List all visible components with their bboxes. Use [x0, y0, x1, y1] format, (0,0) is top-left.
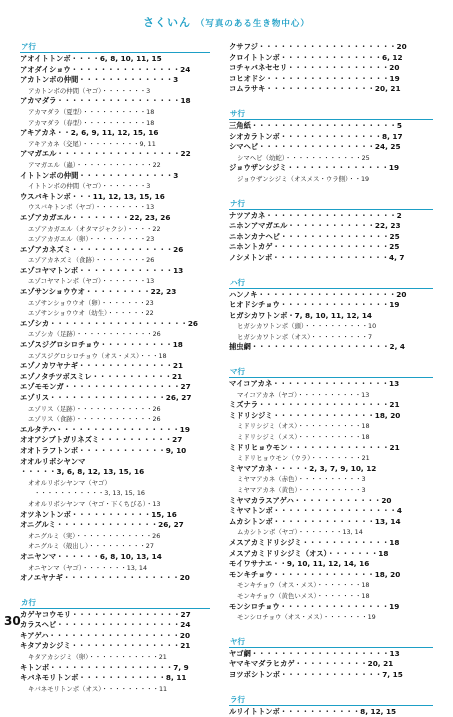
index-entry: ジョウザンシジミ（オスメス・ウラ側）・・19: [229, 174, 433, 185]
index-entry: ヒガシカワトンボ（オス）・・・・・・・・・7: [229, 332, 433, 343]
index-entry: エゾシカ（足跡）・・・・・・・・・・・・26: [20, 329, 210, 340]
index-entry: コヒオドシ・・・・・・・・・・・・・・・・・19: [229, 74, 433, 85]
index-entry: ニホントカゲ・・・・・・・・・・・・・・・・25: [229, 242, 433, 253]
index-entry: ニホンアマガエル・・・・・・・・・・・・22, 23: [229, 221, 433, 232]
index-entry: ヒガシカワトンボ（頭）・・・・・・・・・・10: [229, 321, 433, 332]
index-entry: クサフジ・・・・・・・・・・・・・・・・・・・20: [229, 42, 433, 53]
index-section: [229, 695, 433, 717]
page-number: 30: [4, 614, 21, 628]
index-section: [229, 42, 433, 95]
index-entry: ルリイトトンボ・・・・・・・・・・・8, 12, 15: [229, 707, 433, 717]
index-entry: エルタテハ・・・・・・・・・・・・・・・・・19: [20, 425, 210, 436]
index-entry: イトトンボの仲間（ヤゴ）・・・・・・・3: [20, 181, 210, 192]
index-entry: モンシロチョウ・・・・・・・・・・・・・・・19: [229, 602, 433, 613]
index-entry: ナツアカネ・・・・・・・・・・・・・・・・・・2: [229, 211, 433, 222]
index-entry: エゾリス（足跡）・・・・・・・・・・・・26: [20, 404, 210, 415]
index-entry: キトンボ・・・・・・・・・・・・・・・・・7, 9: [20, 663, 210, 674]
index-entry: アカマダラ（夏型）・・・・・・・・・・18: [20, 107, 210, 118]
section-heading: マ行: [229, 367, 433, 378]
index-column-right: [229, 42, 433, 717]
index-entry: マイコアカネ（ヤゴ）・・・・・・・・・・13: [229, 390, 433, 401]
title-main: さくいん: [143, 16, 191, 29]
index-entry: オオルリボシヤンマ（ヤゴ・下くちびる）・13: [20, 499, 210, 510]
index-entry: ミドリシジミ（メス）・・・・・・・・・・18: [229, 432, 433, 443]
index-entry: メスアカミドリシジミ（オス）・・・・・・・18: [229, 549, 433, 560]
index-entry: ニホンカナヘビ・・・・・・・・・・・・・・・25: [229, 232, 433, 243]
index-section: [229, 199, 433, 264]
index-entry: シオカラトンボ・・・・・・・・・・・・・・8, 17: [229, 132, 433, 143]
index-entry: シマヘビ・・・・・・・・・・・・・・・・24, 25: [229, 142, 433, 153]
index-entry: コムラサキ・・・・・・・・・・・・・・・20, 21: [229, 84, 433, 95]
index-entry: ミドリヒョウモン（ウラ）・・・・・・・・21: [229, 453, 433, 464]
index-entry: 捕虫網・・・・・・・・・・・・・・・・・・・2, 4: [229, 342, 433, 353]
index-entry: アカトンボの仲間・・・・・・・・・・・・・3: [20, 75, 210, 86]
index-entry: エゾアカガエル（オタマジャクシ）・・・・22: [20, 224, 210, 235]
index-entry: エゾコヤマトンボ・・・・・・・・・・・・・13: [20, 266, 210, 277]
index-entry: エゾアカネズミ（食跡）・・・・・・・・26: [20, 255, 210, 266]
index-entry: オツネントンボ・・・・・・・・・・・15, 16: [20, 510, 210, 521]
index-entry: ムカシトンボ（ヤゴ）・・・・・・・13, 14: [229, 527, 433, 538]
index-entry: エゾコヤマトンボ（ヤゴ）・・・・・・・13: [20, 276, 210, 287]
index-entry: アオイトトンボ・・・・6, 8, 10, 11, 15: [20, 54, 210, 65]
index-entry: アオダイショウ・・・・・・・・・・・・・・・24: [20, 65, 210, 76]
index-entry: オオルリボシヤンマ（ヤゴ）: [20, 478, 210, 489]
index-entry: ウスバキトンボ・・・11, 12, 13, 15, 16: [20, 192, 210, 203]
index-entry: エゾアカネズミ・・・・・・・・・・・・・・26: [20, 245, 210, 256]
index-entry: ハンノキ・・・・・・・・・・・・・・・・・・・20: [229, 290, 433, 301]
index-entry: オオトラフトンボ・・・・・・・・・・・・9, 10: [20, 446, 210, 457]
index-entry: オニグルミ（殻出し）・・・・・・・・・27: [20, 541, 210, 552]
index-entry: メスアカミドリシジミ・・・・・・・・・・・・18: [229, 538, 433, 549]
index-entry: ミドリシジミ（オス）・・・・・・・・・・18: [229, 421, 433, 432]
index-entry: ミヤマアカネ（黄色）・・・・・・・・・・3: [229, 485, 433, 496]
index-entry: モンキチョウ（黄色いメス）・・・・・・・18: [229, 591, 433, 602]
index-entry: エゾアカガエル（卵）・・・・・・・・・23: [20, 234, 210, 245]
index-section: [20, 42, 210, 584]
index-entry: エゾアカガエル・・・・・・・・22, 23, 26: [20, 213, 210, 224]
index-entry: エゾリス・・・・・・・・・・・・・・・・26, 27: [20, 393, 210, 404]
index-entry: エゾノカワヤナギ・・・・・・・・・・・・・21: [20, 361, 210, 372]
index-entry: キバネモリトンボ・・・・・・・・・・・・8, 11: [20, 673, 210, 684]
index-entry: オニグルミ・・・・・・・・・・・・・・26, 27: [20, 520, 210, 531]
index-entry: エゾサンショウウオ（幼生）・・・・・・22: [20, 308, 210, 319]
index-entry: アキアカネ（交尾）・・・・・・・・・9, 11: [20, 139, 210, 150]
index-section: [20, 598, 210, 695]
index-entry: ムカシトンボ・・・・・・・・・・・・・・13, 14: [229, 517, 433, 528]
index-entry: オノエヤナギ・・・・・・・・・・・・・・・・20: [20, 573, 210, 584]
index-entry: ミドリヒョウモン・・・・・・・・・・・・・・21: [229, 443, 433, 454]
index-column-left: [20, 42, 210, 694]
index-entry: ヒガシカワトンボ・7, 8, 10, 11, 12, 14: [229, 311, 433, 322]
index-entry: カゲヤコウモリ・・・・・・・・・・・・・・・27: [20, 610, 210, 621]
index-entry: シマヘビ（幼蛇）・・・・・・・・・・・・25: [229, 153, 433, 164]
index-entry: エゾノタチツボスミレ・・・・・・・・・・・21: [20, 372, 210, 383]
index-entry: マイコアカネ・・・・・・・・・・・・・・・・13: [229, 379, 433, 390]
index-entry: ミドリシジミ・・・・・・・・・・・・・・18, 20: [229, 411, 433, 422]
section-heading: サ行: [229, 109, 433, 120]
index-entry: エゾリス（食跡）・・・・・・・・・・・・26: [20, 414, 210, 425]
section-heading: ナ行: [229, 199, 433, 210]
index-entry: ヤゴ網・・・・・・・・・・・・・・・・・・・13: [229, 649, 433, 660]
index-entry: ミヤマアカネ・・・・・2, 3, 7, 9, 10, 12: [229, 464, 433, 475]
index-entry: オオアシブトガリネズミ・・・・・・・・・・27: [20, 435, 210, 446]
index-entry: キタアカシジミ（卵）・・・・・・・・・・・21: [20, 652, 210, 663]
index-entry: 三角紙・・・・・・・・・・・・・・・・・・・・5: [229, 121, 433, 132]
index-entry: モンキチョウ（オス・メス）・・・・・・・18: [229, 580, 433, 591]
index-entry: エゾスジグロシロチョウ・・・・・・・・・・18: [20, 340, 210, 351]
index-entry: イトトンボの仲間・・・・・・・・・・・・・3: [20, 171, 210, 182]
section-heading: ラ行: [229, 695, 433, 706]
index-entry: エゾモモンガ・・・・・・・・・・・・・・・・27: [20, 382, 210, 393]
section-heading: カ行: [20, 598, 210, 609]
section-gap: [229, 353, 433, 367]
index-entry: アキアカネ・・2, 6, 9, 11, 12, 15, 16: [20, 128, 210, 139]
index-entry: ミズナラ・・・・・・・・・・・・・・・・・・21: [229, 400, 433, 411]
index-entry: ミヤマトンボ・・・・・・・・・・・・・・・・・4: [229, 506, 433, 517]
index-entry: エゾサンショウウオ・・・・・・・・・22, 23: [20, 287, 210, 298]
index-entry: ・・・・・3, 6, 8, 12, 13, 15, 16: [20, 467, 210, 478]
index-entry: キタアカシジミ・・・・・・・・・・・・・・・21: [20, 641, 210, 652]
page-title: [0, 14, 453, 30]
index-section: [229, 367, 433, 623]
index-entry: ウスバキトンボ（ヤゴ）・・・・・・・・13: [20, 202, 210, 213]
index-entry: アカマダラ（春型）・・・・・・・・・・18: [20, 118, 210, 129]
index-entry: クロイトトンボ・・・・・・・・・・・・・・6, 12: [229, 53, 433, 64]
section-gap: [229, 623, 433, 637]
index-entry: エゾサンショウウオ（卵）・・・・・・・23: [20, 298, 210, 309]
index-entry: コチャバネセセリ・・・・・・・・・・・・・・20: [229, 63, 433, 74]
section-gap: [229, 264, 433, 278]
section-gap: [229, 681, 433, 695]
index-entry: オニヤンマ・・・・・・6, 8, 10, 13, 14: [20, 552, 210, 563]
index-entry: キアゲハ・・・・・・・・・・・・・・・・・・20: [20, 631, 210, 642]
index-entry: カラスヘビ・・・・・・・・・・・・・・・・・24: [20, 620, 210, 631]
index-entry: ヒオドシチョウ・・・・・・・・・・・・・・・19: [229, 300, 433, 311]
index-entry: アマガエル（蟲）・・・・・・・・・・・・22: [20, 160, 210, 171]
index-entry: キバネモリトンボ（オス）・・・・・・・・・11: [20, 684, 210, 695]
index-entry: オニヤンマ（ヤゴ）・・・・・・・13, 14: [20, 563, 210, 574]
index-entry: アカトンボの仲間（ヤゴ）・・・・・・・3: [20, 86, 210, 97]
section-heading: ア行: [20, 42, 210, 53]
index-entry: ミヤマアカネ（赤色）・・・・・・・・・・3: [229, 474, 433, 485]
index-entry: ・・・・・・・・・・・3, 13, 15, 16: [20, 488, 210, 499]
index-section: [229, 637, 433, 681]
index-entry: モンシロチョウ（オス・メス）・・・・・・・19: [229, 612, 433, 623]
index-entry: モンキチョウ・・・・・・・・・・・・・・18, 20: [229, 570, 433, 581]
index-entry: アカマダラ・・・・・・・・・・・・・・・・・18: [20, 96, 210, 107]
section-heading: ハ行: [229, 278, 433, 289]
index-entry: ジョウザンシジミ・・・・・・・・・・・・・・19: [229, 163, 433, 174]
index-entry: ヨツボシトンボ・・・・・・・・・・・・・・7, 15: [229, 670, 433, 681]
index-entry: エゾシカ・・・・・・・・・・・・・・・・・・・26: [20, 319, 210, 330]
section-gap: [229, 95, 433, 109]
section-heading: ヤ行: [229, 637, 433, 648]
index-entry: ヤマキマダラヒカゲ・・・・・・・・・・20, 21: [229, 659, 433, 670]
title-sub: （写真のある生き物中心）: [196, 19, 310, 29]
section-gap: [20, 584, 210, 598]
index-entry: アマガエル・・・・・・・・・・・・・・・・・22: [20, 149, 210, 160]
index-entry: ノシメトンボ・・・・・・・・・・・・・・・・4, 7: [229, 253, 433, 264]
index-entry: モイワサナエ・・9, 10, 11, 12, 14, 16: [229, 559, 433, 570]
index-section: [229, 109, 433, 185]
index-section: [229, 278, 433, 354]
index-entry: オオルリボシヤンマ: [20, 457, 210, 468]
index-entry: ミヤマカラスアゲハ・・・・・・・・・・・・20: [229, 496, 433, 507]
section-gap: [229, 185, 433, 199]
index-entry: エゾスジグロシロチョウ（オス・メス）・・・18: [20, 351, 210, 362]
index-entry: オニグルミ（実）・・・・・・・・・・・・26: [20, 531, 210, 542]
